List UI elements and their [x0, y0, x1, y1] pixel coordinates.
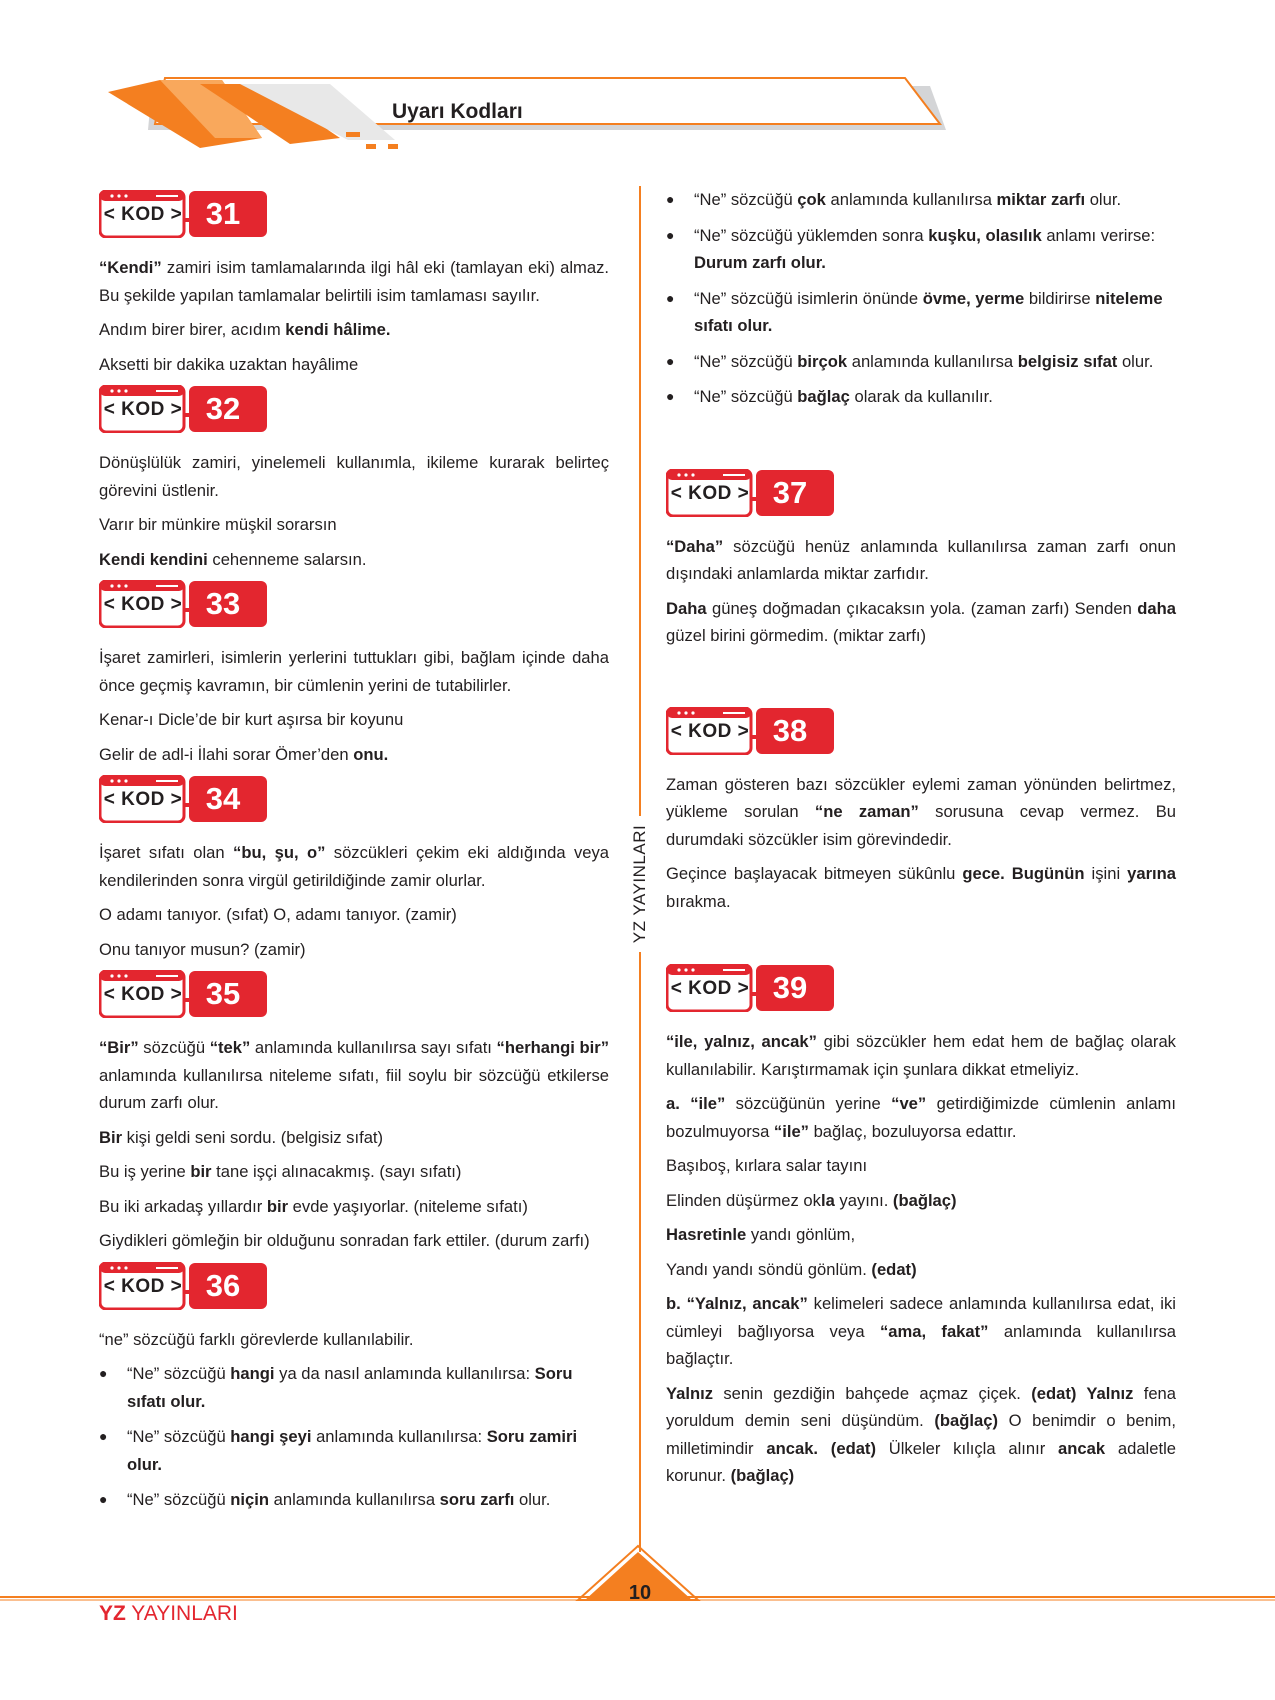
example: Varır bir münkire müşkil sorarsın	[99, 515, 337, 534]
example: Andım birer birer, acıdım kendi hâlime.	[99, 320, 391, 339]
list-item: ● “Ne” sözcüğü isimlerin önünde övme, yerme bildirirse niteleme sıfatı olur.	[666, 285, 1176, 340]
kod-badge-33	[99, 580, 609, 628]
example: Onu tanıyor musun? (zamir)	[99, 939, 306, 959]
example: Aksetti bir dakika uzaktan hayâlime	[99, 354, 359, 374]
paragraph: a. “ile” sözcüğünün yerine “ve” getirdiğimizde cümlenin anlamı bozulmuyorsa “ile” bağlaç, bozuluyorsa edattır.	[666, 1094, 1176, 1141]
kod-label: < KOD >	[103, 204, 183, 225]
kod-badge-35	[99, 970, 609, 1018]
list-item: ● “Ne” sözcüğü niçin anlamında kullanılırsa soru zarfı olur.	[99, 1486, 609, 1514]
kod-number: 35	[205, 976, 241, 1011]
bullet-list-continued	[666, 186, 1176, 411]
list-item: ● “Ne” sözcüğü birçok anlamında kullanılırsa belgisiz sıfat olur.	[666, 348, 1176, 376]
kod-badge-31	[99, 190, 609, 238]
paragraph: İşaret zamirleri, isimlerin yerlerini tuttukları gibi, bağlam içinde daha önce geçmiş kavramın, bir cümlenin yerini de tutabilirler.	[99, 648, 609, 695]
paragraph: “ne” sözcüğü farklı görevlerde kullanılabilir.	[99, 1329, 414, 1349]
paragraph: “Bir” sözcüğü “tek” anlamında kullanılırsa sayı sıfatı “herhangi bir” anlamında kullanılırsa niteleme sıfatı, fiil soylu bir sözcüğü etkilerse durum zarfı olur.	[99, 1038, 610, 1112]
kod-label: < KOD >	[103, 1275, 183, 1297]
example: Hasretinle yandı gönlüm,	[666, 1225, 856, 1244]
vertical-brand-label: YZ YAYINLARI	[630, 824, 649, 944]
bullet-list	[99, 1360, 609, 1514]
example: Elinden düşürmez okla yayını. (bağlaç)	[666, 1190, 957, 1210]
paragraph: b. “Yalnız, ancak” kelimeleri sadece anlamında kullanılırsa edat, iki cümleyi bağlıyorsa veya “ama, fakat” anlamında kullanılırsa bağlaçtır.	[666, 1294, 1176, 1368]
paragraph: “Daha” sözcüğü henüz anlamında kullanılırsa zaman zarfı onun dışındaki anlamlarda miktar zarfıdır.	[666, 536, 1176, 583]
paragraph: “Kendi” zamiri isim tamlamalarında ilgi hâl eki (tamlayan eki) almaz. Bu şekilde yapılan tamlamalar belirtili isim tamlaması sayılır.	[99, 258, 609, 305]
example: Başıboş, kırlara salar tayını	[666, 1156, 868, 1175]
list-item: ● “Ne” sözcüğü bağlaç olarak da kullanılır.	[666, 383, 1176, 411]
example: Giydikleri gömleğin bir olduğunu sonradan fark ettiler. (durum zarfı)	[99, 1231, 590, 1250]
column-divider-bottom	[639, 952, 641, 1552]
paragraph: İşaret sıfatı olan “bu, şu, o” sözcükleri çekim eki aldığında veya kendilerinden sonra virgül getirildiğinde zamir olurlar.	[99, 843, 609, 890]
kod-badge-38	[666, 707, 1176, 755]
paragraph: Dönüşlülük zamiri, yinelemeli kullanımla, ikileme kurarak belirteç görevini üstlenir.	[99, 453, 609, 500]
page-title: Uyarı Kodları	[392, 100, 523, 123]
kod-badge-37	[666, 469, 1176, 517]
column-divider-top	[639, 186, 641, 816]
example: Kenar-ı Dicle’de bir kurt aşırsa bir koyunu	[99, 710, 404, 729]
list-item: ● “Ne” sözcüğü çok anlamında kullanılırsa miktar zarfı olur.	[666, 186, 1176, 214]
footer-brand: YZ YAYINLARI	[99, 1602, 238, 1625]
kod-number: 36	[205, 1267, 241, 1303]
example: Kendi kendini cehenneme salarsın.	[99, 549, 367, 569]
kod-number: 31	[205, 196, 241, 231]
kod-label: < KOD >	[670, 978, 750, 999]
paragraph: “ile, yalnız, ancak” gibi sözcükler hem edat hem de bağlaç olarak kullanılabilir. Karıştırmamak için şunlara dikkat etmeliyiz.	[666, 1032, 1176, 1079]
list-item: ● “Ne” sözcüğü yüklemden sonra kuşku, olasılık anlamı verirse: Durum zarfı olur.	[666, 222, 1176, 277]
kod-badge-32	[99, 385, 609, 433]
example: Bir kişi geldi seni sordu. (belgisiz sıfat)	[99, 1127, 384, 1147]
list-item: ● “Ne” sözcüğü hangi şeyi anlamında kullanılırsa: Soru zamiri olur.	[99, 1423, 609, 1478]
kod-number: 38	[772, 712, 808, 748]
example: O adamı tanıyor. (sıfat) O, adamı tanıyor. (zamir)	[99, 905, 457, 924]
example: Yandı yandı söndü gönlüm. (edat)	[666, 1259, 917, 1279]
list-item: ● “Ne” sözcüğü hangi ya da nasıl anlamında kullanılırsa: Soru sıfatı olur.	[99, 1360, 609, 1415]
kod-number: 33	[205, 586, 241, 621]
right-column	[666, 186, 1176, 1497]
kod-badge-36	[99, 1262, 609, 1310]
kod-badge-39	[666, 964, 1176, 1012]
left-column	[99, 190, 609, 1522]
example: Gelir de adl-i İlahi sorar Ömer’den onu.	[99, 744, 389, 764]
kod-label: < KOD >	[670, 482, 750, 504]
paragraph: Zaman gösteren bazı sözcükler eylemi zaman yönünden belirtmez, yükleme sorulan “ne zaman” sorusuna cevap vermez. Bu durumdaki sözcükler isim görevindedir.	[666, 774, 1177, 849]
kod-number: 37	[772, 474, 808, 510]
kod-number: 34	[205, 781, 241, 816]
kod-badge-34	[99, 775, 609, 823]
example: Bu iki arkadaş yıllardır bir evde yaşıyorlar. (niteleme sıfatı)	[99, 1196, 528, 1216]
kod-number: 32	[205, 391, 241, 426]
kod-label: < KOD >	[670, 720, 750, 742]
example: Geçince başlayacak bitmeyen sükûnlu gece. Bugünün işini yarına bırakma.	[666, 864, 1177, 911]
kod-number: 39	[772, 970, 808, 1005]
kod-label: < KOD >	[103, 399, 183, 420]
page-number: 10	[628, 1582, 652, 1604]
example: Daha güneş doğmadan çıkacaksın yola. (zaman zarfı) Senden daha güzel birini görmedim. (miktar zarfı)	[666, 598, 1176, 645]
example: Yalnız senin gezdiğin bahçede açmaz çiçek. (edat) Yalnız fena yoruldum demin seni düşündüm. (bağlaç) O benimdir o benim, milletimindir ancak. (edat) Ülkeler kılıçla alınır ancak adaletle korunur. (bağlaç)	[666, 1383, 1177, 1485]
kod-label: < KOD >	[103, 984, 183, 1005]
header-banner	[0, 0, 1275, 170]
kod-label: < KOD >	[103, 594, 183, 615]
example: Bu iş yerine bir tane işçi alınacakmış. (sayı sıfatı)	[99, 1162, 462, 1181]
kod-label: < KOD >	[103, 789, 183, 810]
